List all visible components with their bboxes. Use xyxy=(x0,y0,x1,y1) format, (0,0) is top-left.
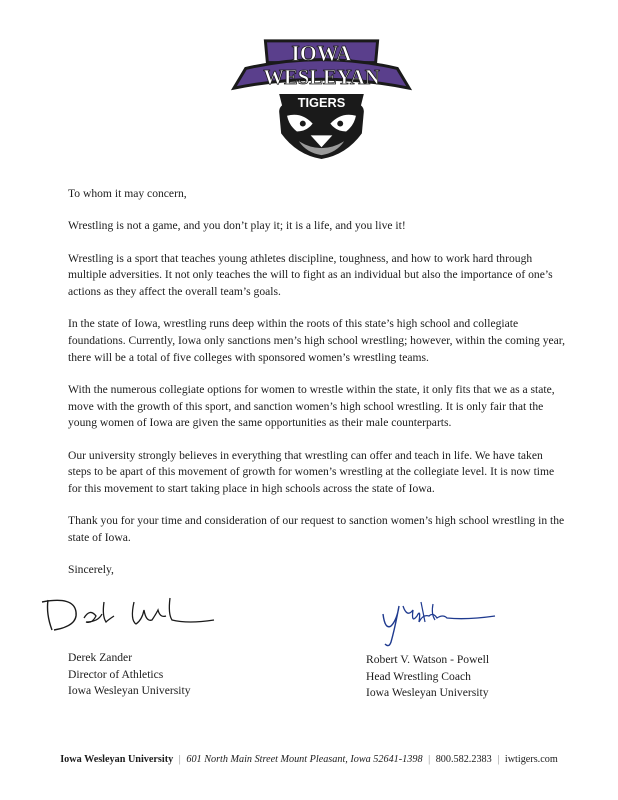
iowa-wesleyan-tigers-logo xyxy=(228,33,415,161)
paragraph-2: Wrestling is a sport that teaches young athletes discipline, toughness, and how to work hard through multiple adversities. It not only teaches the will to fight as an individual but also the importance of one’s actions as they affect the overall team’s goals. xyxy=(68,251,553,298)
footer-phone: 800.582.2383 xyxy=(435,754,492,765)
signer-left-org: Iowa Wesleyan University xyxy=(68,684,191,698)
footer-separator: | xyxy=(178,754,181,765)
footer-address: 601 North Main Street Mount Pleasant, Iowa 52641-1398 xyxy=(186,754,423,765)
paragraph-6: Thank you for your time and consideration of our request to sanction women’s high school wrestling in the state of Iowa. xyxy=(68,514,565,544)
paragraph-3: In the state of Iowa, wrestling runs deep within the roots of this state’s high school and collegiate foundations. Currently, Iowa only sanctions men’s high school wrestling; however, within the coming year, there will be a total of five colleges with sponsored women’s wrestling teams. xyxy=(68,317,566,364)
closing: Sincerely, xyxy=(68,563,114,577)
signer-right xyxy=(366,652,489,702)
logo-line1: IOWA xyxy=(291,41,352,66)
letterhead-footer xyxy=(0,754,618,765)
signer-left-name: Derek Zander xyxy=(68,651,133,664)
signer-right-title: Head Wrestling Coach xyxy=(366,669,471,683)
signer-left-title: Director of Athletics xyxy=(68,667,164,681)
footer-website[interactable]: iwtigers.com xyxy=(504,754,558,765)
footer-university: Iowa Wesleyan University xyxy=(60,754,174,765)
signature-robert-watson-powell xyxy=(377,596,502,650)
signature-derek-zander xyxy=(38,590,218,634)
signer-right-name: Robert V. Watson - Powell xyxy=(366,653,490,666)
signer-right-org: Iowa Wesleyan University xyxy=(366,686,489,700)
salutation: To whom it may concern, xyxy=(68,187,187,200)
letter-body xyxy=(68,186,568,594)
footer-separator: | xyxy=(428,754,431,765)
logo-line2: WESLEYAN xyxy=(263,67,380,90)
signer-left xyxy=(68,650,191,700)
paragraph-5: Our university strongly believes in everything that wrestling can offer and teach in life. We have taken steps to be apart of this movement of growth for women’s wrestling at the collegiate level. It is now time for this movement to start taking place in high schools across the state of Iowa. xyxy=(68,448,555,495)
logo-line3: TIGERS xyxy=(297,94,346,110)
paragraph-4: With the numerous collegiate options for women to wrestle within the state, it only fits that we as a state, move with the growth of this sport, and sanction women’s high school wrestling. It is only fair that the young women of Iowa are given the same opportunities as their male counterparts. xyxy=(68,382,555,430)
footer-separator: | xyxy=(497,754,500,765)
paragraph-1: Wrestling is not a game, and you don’t play it; it is a life, and you live it! xyxy=(68,219,406,233)
